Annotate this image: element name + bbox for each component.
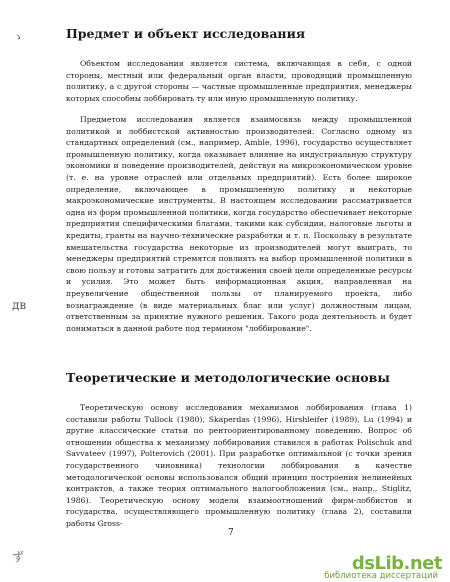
margin-mark-bottom: ず (12, 550, 25, 564)
section-title-subject: Предмет и объект исследования (66, 26, 306, 41)
paragraph-object (66, 58, 412, 104)
section-title-foundations: Теоретические и методологические основы (66, 370, 390, 385)
paragraph-subject (66, 114, 412, 334)
paragraph-subject-text: Предметом исследования является взаимосвязь между промышленной политикой и лоббистской активностью производителей. Согласно одному из стандартных определений (см., например, Amble, 1996), государство осуществляет промышленную политику, когда оказывает влияние на индустриальную структуру экономики и поведение производителей, действуя на микроэкономическом уровне (т. е. на уровне отраслей или отдельных предприятий). Есть более широкое определение, включающее в промышленную политику и некоторые макроэкономические инструменты. В настоящем исследовании рассматривается одна из форм промышленной политики, когда государство обеспечивает некоторые предприятия специфическими благами, такими как субсидии, налоговые льготы и кредиты, гранты на научно-технические разработки и т. п. Поскольку в результате вмешательства государства некоторые из производителей могут выиграть, то менеджеры предприятий стремятся повлиять на выбор промышленной политики в свою пользу и готовы затратить для достижения своей цели определенные ресурсы и усилия. Это может быть информационная акция, направленная на преувеличение общественной пользы от планируемого проекта, либо вознаграждение (в виде материальных благ или услуг) должностным лицам, ответственным за принятие нужного решения. Такого рода деятельность и будет пониматься в данной работе под термином "лоббирование". (66, 115, 412, 333)
page-number: 7 (228, 528, 234, 538)
margin-mark-top: ゝ (12, 30, 25, 44)
paragraph-foundations (66, 402, 412, 530)
margin-mark-middle: дв (12, 298, 27, 312)
watermark-subtitle: библиотека диссертаций (324, 571, 438, 581)
watermark-brand: dsLib.net (351, 553, 442, 574)
paragraph-foundations-text: Теоретическую основу исследования механизмов лоббирования (глава 1) составили работы Tullock (1980), Skaperdas (1996), Hirshleifer (1989), Lu (1994) и другие классические статьи по рентоориентированному поведению. Вопрос об отношении общества к механизму лоббирования ставился в работах Polischuk and Savvateev (1997), Polterovich (2001). При разработке оптимальной (с точки зрения государственного чиновника) технологии лоббирования в качестве методологической основы использовался общий принцип построения нелинейных контрактов, а также теория оптимального налогообложения (см., напр., Stiglitz, 1986). Теоретическую основу модели взаимоотношений фирм-лоббистов и государства, осуществляющего промышленную политику (глава 2), составили работы Gross- (66, 403, 412, 528)
paragraph-object-text: Объектом исследования является система, включающая в себя, с одной стороны, местный или федеральный орган власти, проводящий промышленную политику, а с другой стороны — частные промышленные предприятия, менеджеры которых способны лоббировать ту или иную промышленную политику. (66, 59, 412, 103)
watermark-logo (324, 553, 442, 581)
